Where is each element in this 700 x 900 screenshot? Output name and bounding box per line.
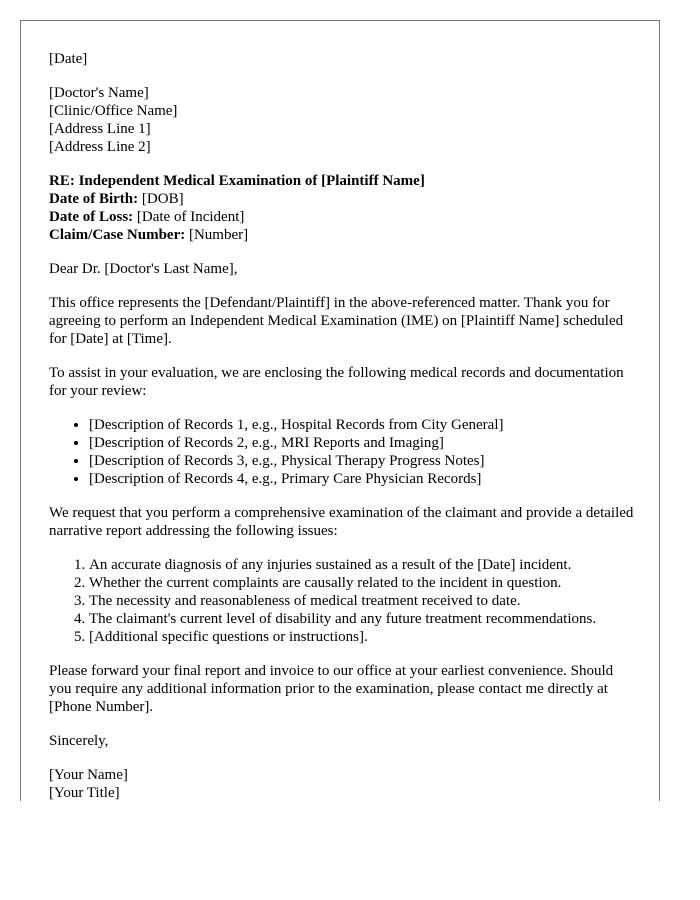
list-item: • [Description of Records 3, e.g., Physical Therapy Progress Notes] [89,452,639,470]
signature-block [49,766,639,801]
loss-line [49,208,639,226]
list-item: 2. Whether the current complaints are causally related to the incident in question. [89,574,639,592]
list-item: 4. The claimant's current level of disability and any future treatment recommendations. [89,610,639,628]
claim-value: [Number] [185,227,249,243]
loss-value: [Date of Incident] [133,209,245,225]
request-paragraph: We request that you perform a comprehensive examination of the claimant and provide a detailed narrative report addressing the following issues: [49,505,634,539]
recipient-doctor-name: [Doctor's Name] [49,85,149,101]
closing: Sincerely, [49,733,109,749]
list-item: 3. The necessity and reasonableness of medical treatment received to date. [89,592,639,610]
loss-label: Date of Loss: [49,209,134,225]
list-item: 5. [Additional specific questions or instructions]. [89,628,639,646]
dob-value: [DOB] [138,191,184,207]
salutation: Dear Dr. [Doctor's Last Name], [49,261,238,277]
letter-date: [Date] [49,51,88,67]
list-item: 1. An accurate diagnosis of any injuries sustained as a result of the [Date] incident. [89,556,639,574]
signature-title: [Your Title] [49,785,120,801]
list-item: • [Description of Records 4, e.g., Primary Care Physician Records] [89,470,639,488]
recipient-address-block [49,84,639,156]
closing-paragraph: Please forward your final report and invoice to our office at your earliest convenience. Should you require any additional information prior to the examination, please contact me directly at [Phone Number]. [49,663,614,715]
re-line: RE: Independent Medical Examination of [Plaintiff Name] [49,173,425,189]
signature-name: [Your Name] [49,767,128,783]
issues-list [49,556,639,646]
dob-label: Date of Birth: [49,191,139,207]
recipient-address-line-2: [Address Line 2] [49,139,151,155]
recipient-address-line-1: [Address Line 1] [49,121,151,137]
records-paragraph: To assist in your evaluation, we are enclosing the following medical records and documentation for your review: [49,365,624,399]
dob-line [49,190,639,208]
claim-label: Claim/Case Number: [49,227,186,243]
records-list [49,416,639,488]
letter-body [49,50,639,801]
list-item: • [Description of Records 1, e.g., Hospital Records from City General] [89,416,639,434]
recipient-clinic-name: [Clinic/Office Name] [49,103,178,119]
list-item: • [Description of Records 2, e.g., MRI Reports and Imaging] [89,434,639,452]
intro-paragraph: This office represents the [Defendant/Plaintiff] in the above-referenced matter. Thank you for agreeing to perform an Independent Medical Examination (IME) on [Plaintiff Name] scheduled for [Date] at [Time]. [49,295,624,347]
reference-block [49,172,639,244]
letter-page [20,20,660,801]
claim-line [49,226,639,244]
